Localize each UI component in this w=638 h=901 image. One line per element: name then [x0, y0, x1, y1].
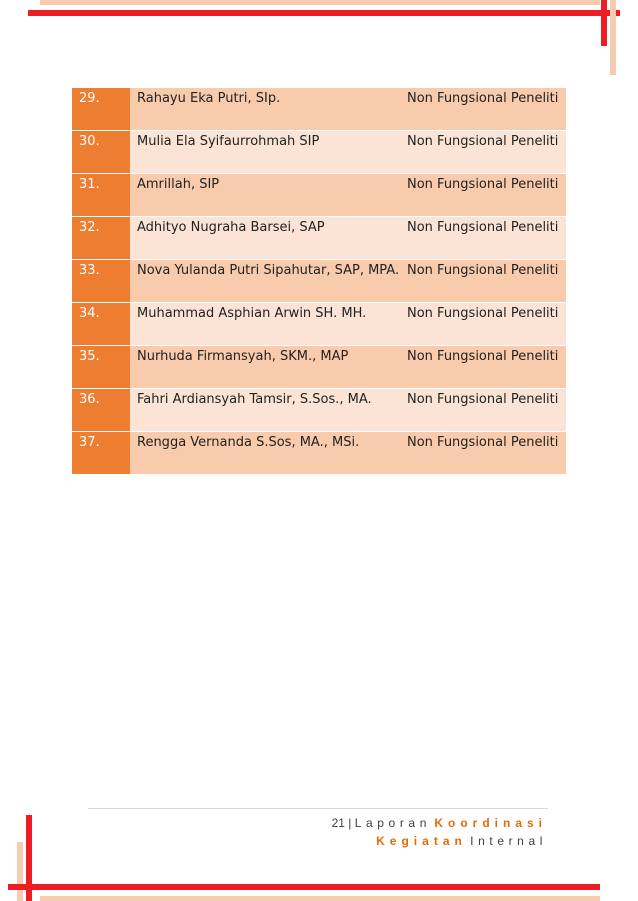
table-row	[72, 303, 566, 346]
row-number: 35.	[72, 346, 130, 389]
top-frame-red-bar	[28, 10, 620, 16]
table-row	[72, 217, 566, 260]
staff-name: Rengga Vernanda S.Sos, MA., MSi.	[130, 432, 400, 475]
staff-position: Non Fungsional Peneliti	[400, 217, 566, 260]
top-frame-peach-vertical	[610, 0, 616, 75]
staff-table	[72, 88, 566, 475]
page-footer	[332, 814, 547, 850]
staff-name: Fahri Ardiansyah Tamsir, S.Sos., MA.	[130, 389, 400, 432]
bottom-frame-peach-vertical	[17, 842, 23, 901]
staff-name: Nova Yulanda Putri Sipahutar, SAP, MPA.	[130, 260, 400, 303]
staff-name: Nurhuda Firmansyah, SKM., MAP	[130, 346, 400, 389]
footer-word-kegiatan: Kegiatan	[376, 834, 467, 848]
row-number: 31.	[72, 174, 130, 217]
footer-line-1	[332, 814, 547, 832]
row-number: 33.	[72, 260, 130, 303]
row-number: 32.	[72, 217, 130, 260]
bottom-frame-red-bar	[8, 884, 600, 890]
top-frame-peach-bar	[40, 0, 600, 5]
table-row	[72, 346, 566, 389]
staff-position: Non Fungsional Peneliti	[400, 303, 566, 346]
staff-position: Non Fungsional Peneliti	[400, 389, 566, 432]
staff-name: Mulia Ela Syifaurrohmah SIP	[130, 131, 400, 174]
row-number: 30.	[72, 131, 130, 174]
page-number: 21	[331, 816, 345, 830]
staff-name: Amrillah, SIP	[130, 174, 400, 217]
table-row	[72, 131, 566, 174]
table-row	[72, 389, 566, 432]
staff-position: Non Fungsional Peneliti	[400, 174, 566, 217]
staff-position: Non Fungsional Peneliti	[400, 260, 566, 303]
table-row	[72, 174, 566, 217]
staff-name: Rahayu Eka Putri, SIp.	[130, 88, 400, 131]
staff-position: Non Fungsional Peneliti	[400, 131, 566, 174]
footer-divider	[88, 808, 548, 809]
bottom-frame-peach-bar	[40, 896, 600, 901]
row-number: 36.	[72, 389, 130, 432]
table-row	[72, 432, 566, 475]
top-frame-red-vertical	[601, 0, 607, 46]
footer-word-laporan: Laporan	[354, 816, 431, 830]
row-number: 34.	[72, 303, 130, 346]
table-row	[72, 88, 566, 131]
staff-name: Adhityo Nugraha Barsei, SAP	[130, 217, 400, 260]
footer-separator: |	[348, 816, 352, 830]
row-number: 29.	[72, 88, 130, 131]
table-row	[72, 260, 566, 303]
footer-line-2	[332, 832, 547, 850]
staff-name: Muhammad Asphian Arwin SH. MH.	[130, 303, 400, 346]
staff-table-body	[72, 88, 566, 475]
row-number: 37.	[72, 432, 130, 475]
footer-word-koordinasi: Koordinasi	[434, 816, 547, 830]
footer-word-internal: Internal	[470, 834, 547, 848]
staff-position: Non Fungsional Peneliti	[400, 432, 566, 475]
staff-position: Non Fungsional Peneliti	[400, 88, 566, 131]
staff-position: Non Fungsional Peneliti	[400, 346, 566, 389]
